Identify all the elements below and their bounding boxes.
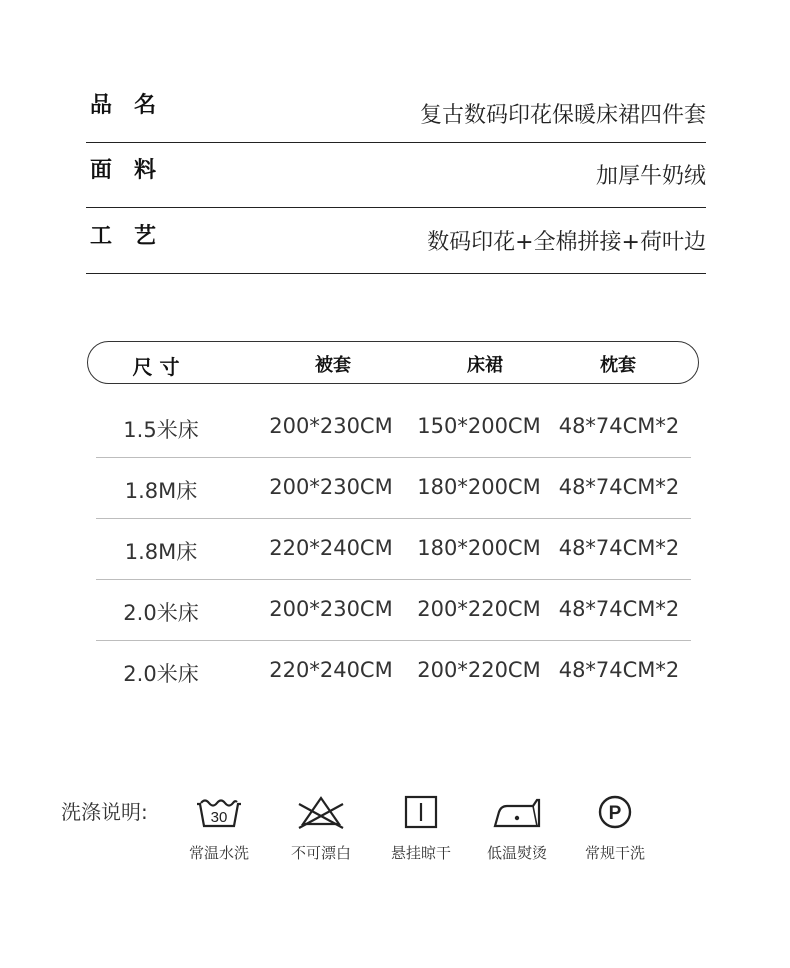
wash-instructions-label: 洗涤说明: (61, 800, 148, 824)
cell-pillowcase: 48*74CM*2 (558, 658, 680, 682)
cell-duvet: 220*240CM (269, 536, 393, 560)
cell-bed-size: 1.8M床 (124, 479, 198, 503)
wash-30-icon (191, 790, 247, 830)
cell-pillowcase: 48*74CM*2 (558, 597, 680, 621)
wash-temp-text: 30 (210, 809, 228, 826)
cell-pillowcase: 48*74CM*2 (558, 414, 680, 438)
wash-item (174, 790, 264, 870)
cell-bed-size: 2.0米床 (123, 601, 199, 625)
info-label: 品名 (90, 93, 179, 118)
header-duvet: 被套 (315, 355, 351, 376)
cell-bed-size: 2.0米床 (123, 662, 199, 686)
info-value: 加厚牛奶绒 (595, 164, 706, 189)
table-row (96, 640, 691, 701)
info-row-craft (86, 207, 706, 274)
header-pillowcase: 枕套 (600, 355, 636, 376)
size-table-header (87, 341, 699, 384)
wash-text: 不可漂白 (290, 844, 351, 862)
cell-duvet: 200*230CM (269, 475, 393, 499)
cell-bed-size: 1.5米床 (123, 418, 199, 442)
wash-item (472, 790, 562, 870)
info-label: 工艺 (90, 224, 179, 249)
header-size: 尺 寸 (132, 355, 180, 379)
wash-item (570, 790, 660, 870)
info-value: 复古数码印花保暖床裙四件套 (419, 103, 706, 128)
table-row (96, 518, 691, 580)
wash-text: 悬挂晾干 (390, 844, 451, 862)
cell-bedskirt: 180*200CM (417, 475, 541, 499)
table-row (96, 579, 691, 641)
cell-bedskirt: 150*200CM (417, 414, 541, 438)
cell-duvet: 200*230CM (269, 414, 393, 438)
dry-clean-icon (587, 790, 643, 830)
cell-duvet: 200*230CM (269, 597, 393, 621)
cell-bedskirt: 180*200CM (417, 536, 541, 560)
table-row (96, 396, 691, 458)
table-row (96, 457, 691, 519)
cell-bedskirt: 200*220CM (417, 597, 541, 621)
info-label: 面料 (90, 158, 179, 183)
hang-dry-icon (393, 790, 449, 830)
no-bleach-icon (293, 790, 349, 830)
low-iron-icon (489, 790, 545, 830)
cell-pillowcase: 48*74CM*2 (558, 536, 680, 560)
info-value: 数码印花+全棉拼接+荷叶边 (427, 230, 706, 255)
wash-text: 低温熨烫 (486, 844, 547, 862)
info-row-name (86, 76, 706, 143)
info-row-fabric (86, 141, 706, 208)
dry-clean-symbol: P (608, 803, 622, 824)
cell-bedskirt: 200*220CM (417, 658, 541, 682)
wash-text: 常温水洗 (188, 844, 249, 862)
cell-bed-size: 1.8M床 (124, 540, 198, 564)
wash-item (376, 790, 466, 870)
wash-text: 常规干洗 (584, 844, 645, 862)
header-bedskirt: 床裙 (467, 355, 503, 376)
wash-item (276, 790, 366, 870)
cell-pillowcase: 48*74CM*2 (558, 475, 680, 499)
cell-duvet: 220*240CM (269, 658, 393, 682)
